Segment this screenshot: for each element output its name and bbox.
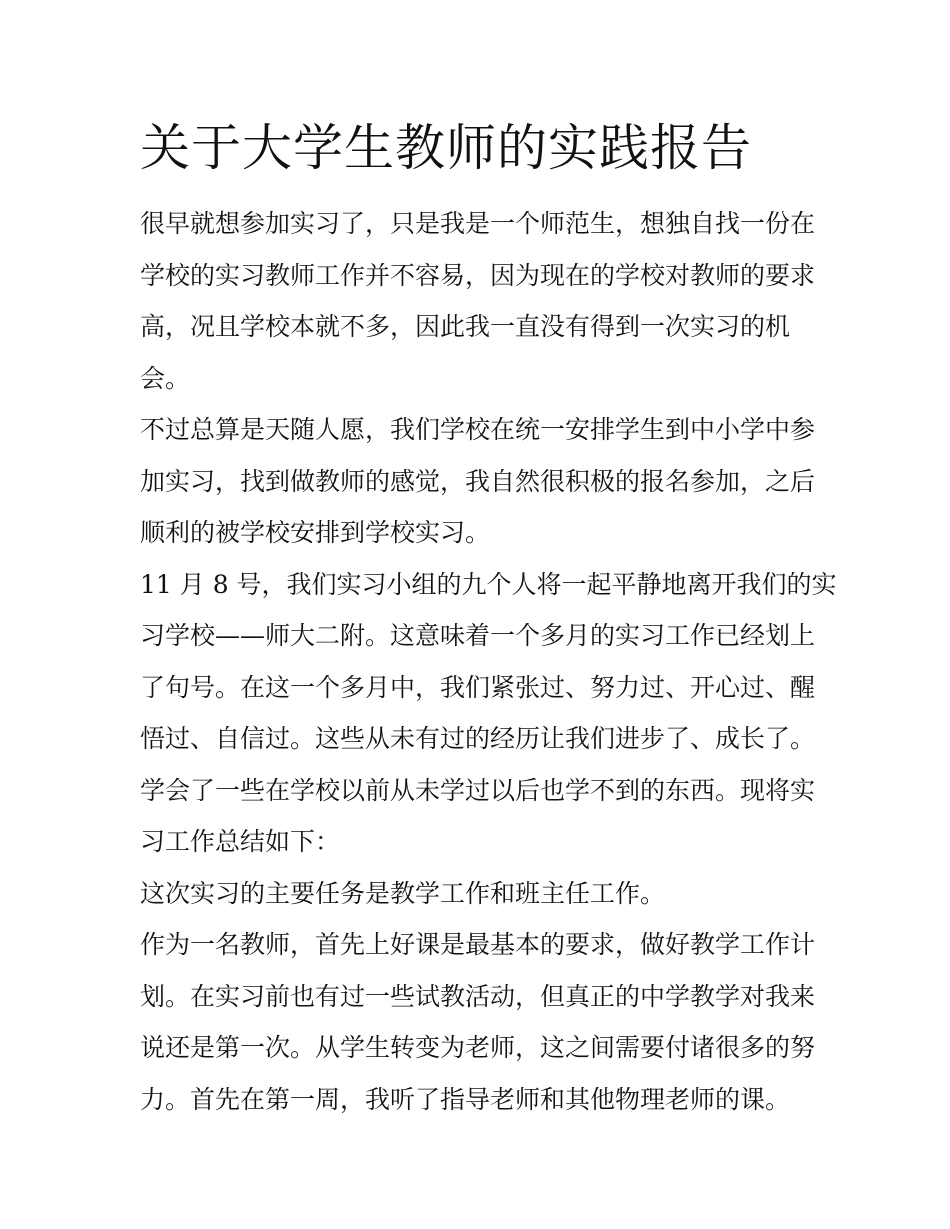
text-line: 作为一名教师，首先上好课是最基本的要求，做好教学工作计 bbox=[140, 930, 816, 959]
text-line: 顺利的被学校安排到学校实习。 bbox=[140, 518, 491, 547]
text-line: 很早就想参加实习了，只是我是一个师范生，想独自找一份在 bbox=[140, 209, 816, 238]
text-line: 学会了一些在学校以前从未学过以后也学不到的东西。现将实 bbox=[140, 775, 816, 805]
text-line: 高，况且学校本就不多，因此我一直没有得到一次实习的机 bbox=[140, 312, 791, 341]
text-line: 不过总算是天随人愿，我们学校在统一安排学生到中小学中参 bbox=[140, 415, 816, 444]
document-body bbox=[140, 198, 837, 1125]
text-line: 加实习，找到做教师的感觉，我自然很积极的报名参加，之后 bbox=[140, 466, 816, 496]
document-title: 关于大学生教师的实践报告 bbox=[140, 119, 752, 177]
text-line: 习工作总结如下： bbox=[140, 827, 341, 856]
text-line: 说还是第一次。从学生转变为老师，这之间需要付诸很多的努 bbox=[140, 1033, 816, 1062]
text-line: 悟过、自信过。这些从未有过的经历让我们进步了、成长了。 bbox=[140, 724, 816, 753]
text-line: 划。在实习前也有过一些试教活动，但真正的中学教学对我来 bbox=[140, 981, 816, 1011]
text-line: 这次实习的主要任务是教学工作和班主任工作。 bbox=[140, 878, 666, 908]
text-line: 习学校——师大二附。这意味着一个多月的实习工作已经划上 bbox=[140, 621, 816, 650]
text-line: 会。 bbox=[140, 363, 191, 393]
text-line: 了句号。在这一个多月中，我们紧张过、努力过、开心过、醒 bbox=[140, 672, 816, 702]
text-line: 力。首先在第一周，我听了指导老师和其他物理老师的课。 bbox=[140, 1084, 791, 1114]
text-line: 学校的实习教师工作并不容易，因为现在的学校对教师的要求 bbox=[140, 260, 816, 290]
text-line: 11 月 8 号，我们实习小组的九个人将一起平静地离开我们的实 bbox=[140, 569, 837, 599]
